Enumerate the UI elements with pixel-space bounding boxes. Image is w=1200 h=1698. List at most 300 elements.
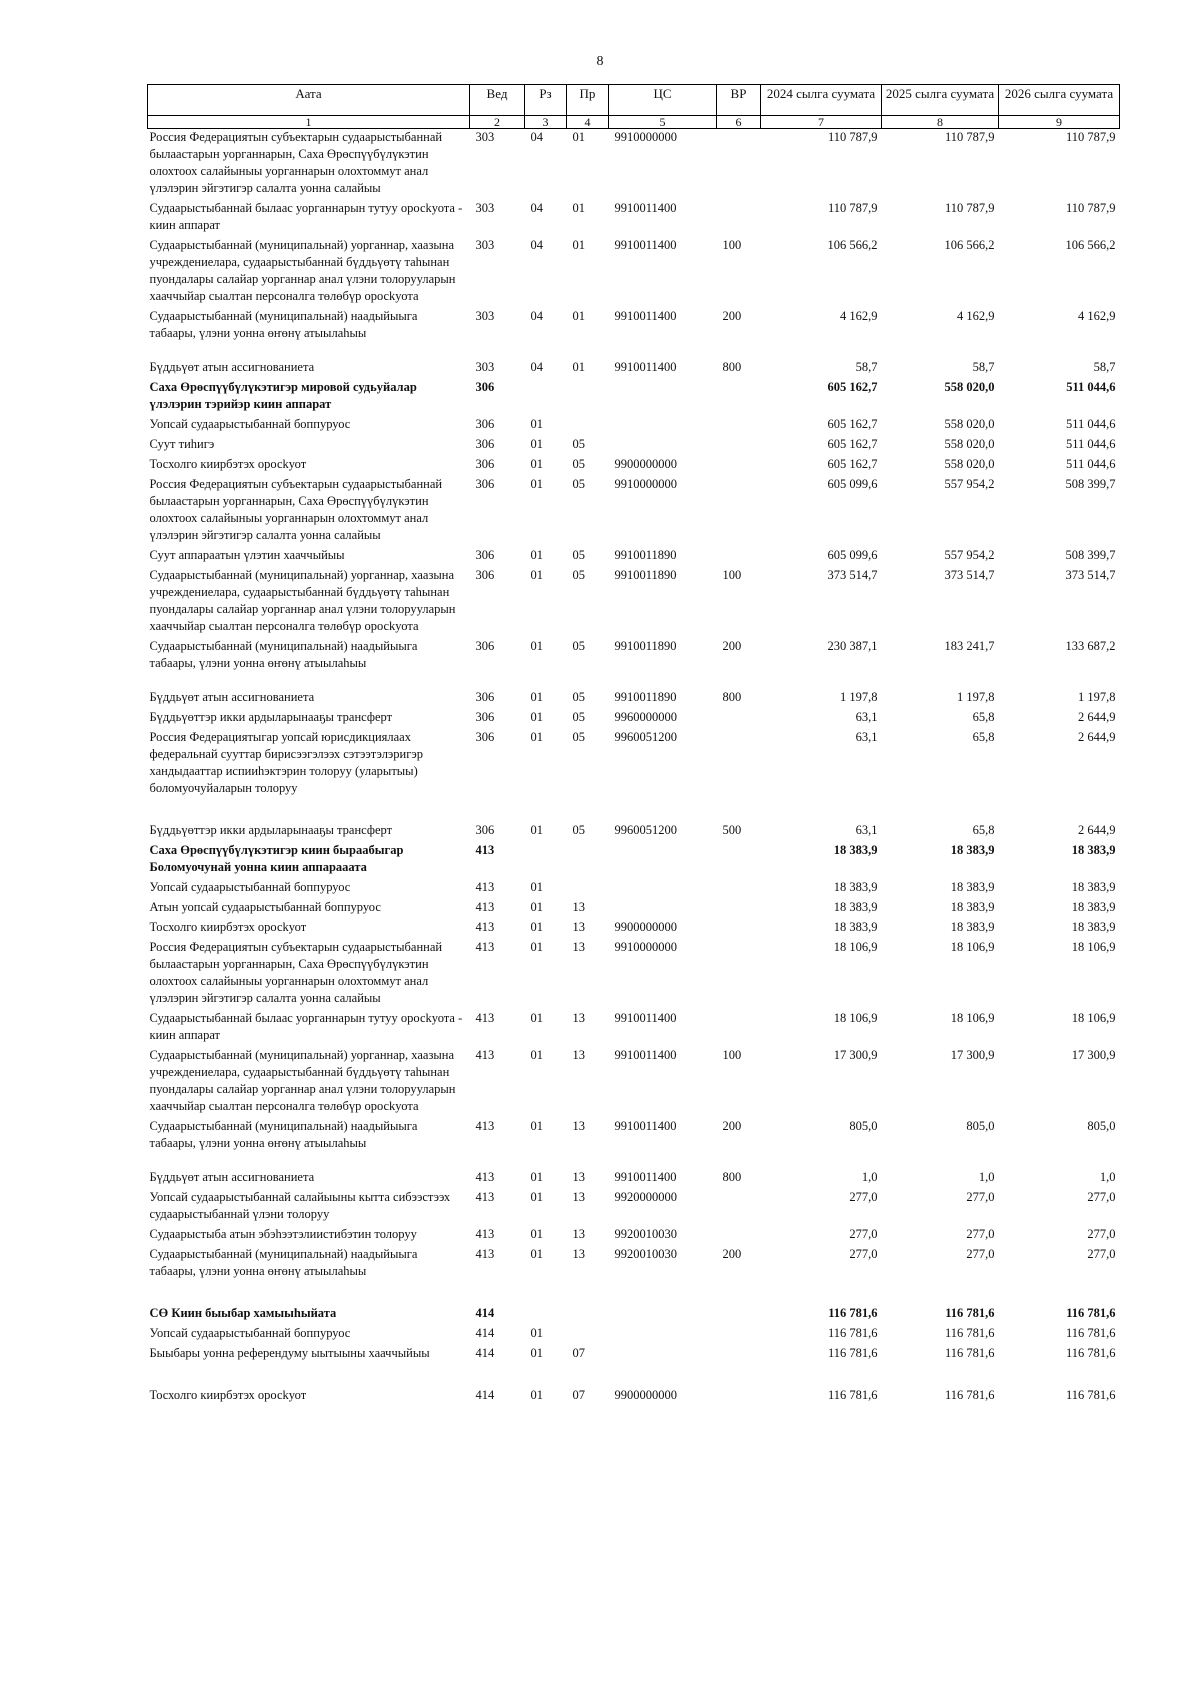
header-2026 [999,85,1120,116]
row-vr [717,1365,761,1407]
row-cs [609,379,717,416]
row-cs [609,1325,717,1345]
row-amount-2025: 558 020,0 [944,417,995,431]
row-cs: 9910011400 [614,1011,677,1025]
row-name: Тосхолго киирбэтэх оросkуот [149,457,307,471]
row-ved: 306 [475,548,495,562]
row-amount-2026: 2 644,9 [1078,710,1116,724]
row-vr: 100 [722,1048,742,1062]
row-amount-2026: 116 781,6 [1065,1326,1116,1340]
row-amount-2025: 558 020,0 [944,380,995,394]
row-amount-2025: 110 787,9 [944,201,995,215]
row-rz: 01 [530,1346,543,1360]
row-rz: 04 [530,238,543,252]
row-name: Уопсай судаарыстыбаннай боппуруос [149,417,351,431]
row-rz: 01 [530,1119,543,1133]
column-number: 7 [761,116,882,129]
row-amount-2025: 18 383,9 [950,843,995,857]
row-pr: 05 [572,548,585,562]
row-amount-2024: 605 162,7 [827,417,878,431]
row-pr: 13 [572,920,585,934]
row-rz: 04 [530,360,543,374]
row-rz: 01 [530,920,543,934]
row-amount-2025: 277,0 [966,1190,995,1204]
row-ved: 413 [475,843,495,857]
row-amount-2024: 18 106,9 [833,940,878,954]
row-amount-2025: 18 106,9 [950,1011,995,1025]
row-vr [717,379,761,416]
row-cs: 9910011400 [614,309,677,323]
row-amount-2026: 1 197,8 [1078,690,1116,704]
row-pr: 01 [572,130,585,144]
row-rz: 01 [530,880,543,894]
row-cs: 9910011400 [614,1170,677,1184]
row-amount-2024: 277,0 [849,1227,878,1241]
row-name: Судаарыстыбаннай былаас уорганнарын тутуу оросkуота - киин аппарат [149,201,463,232]
column-number: 4 [567,116,609,129]
row-vr [717,1283,761,1325]
column-number-row [148,116,1120,129]
row-cs: 9910011400 [614,360,677,374]
table-row [148,879,1120,899]
row-name: Бүддьүөт атын ассигнованиета [149,360,315,374]
row-pr: 05 [572,568,585,582]
row-amount-2025: 58,7 [972,360,995,374]
row-amount-2024: 17 300,9 [833,1048,878,1062]
row-name: Судаарыстыбаннай (муниципальнай) наадыйыыга табаары, үлэни уонна өҥөнү атыылаһыы [149,1247,418,1278]
row-rz: 01 [530,710,543,724]
header-2025-year: 2025 сылга [885,86,948,101]
row-cs: 9910000000 [614,477,677,491]
row-amount-2025: 65,8 [972,823,995,837]
row-vr: 500 [722,823,742,837]
table-row [148,939,1120,1010]
row-ved: 414 [475,1326,495,1340]
row-pr [567,842,609,879]
table-row [148,1189,1120,1226]
table-row [148,476,1120,547]
row-name: Уопсай судаарыстыбаннай боппуруос [149,1326,351,1340]
row-cs: 9960051200 [614,730,677,744]
table-row [148,729,1120,800]
row-amount-2025: 558 020,0 [944,437,995,451]
row-amount-2026: 18 383,9 [1071,880,1116,894]
row-amount-2024: 18 383,9 [833,880,878,894]
row-vr: 200 [722,639,742,653]
row-pr: 01 [572,201,585,215]
row-vr: 100 [722,238,742,252]
row-cs [609,879,717,899]
header-2026-year: 2026 сылга [1004,86,1067,101]
row-name: Бүддьүөт атын ассигнованиета [149,1170,315,1184]
row-ved: 413 [475,900,495,914]
row-pr: 13 [572,1048,585,1062]
row-amount-2026: 2 644,9 [1078,730,1116,744]
row-amount-2026: 2 644,9 [1078,823,1116,837]
row-amount-2026: 58,7 [1093,360,1116,374]
row-name: Судаарыстыбаннай (муниципальнай) наадыйыыга табаары, үлэни уонна өҥөнү атыылаһыы [149,309,418,340]
row-rz: 01 [530,823,543,837]
row-rz: 01 [530,457,543,471]
row-pr: 05 [572,710,585,724]
row-amount-2025: 557 954,2 [944,548,995,562]
row-amount-2024: 1,0 [861,1170,878,1184]
row-ved: 413 [475,1011,495,1025]
row-amount-2026: 18 383,9 [1071,920,1116,934]
row-pr [567,1325,609,1345]
row-vr: 800 [722,690,742,704]
row-amount-2024: 230 387,1 [827,639,878,653]
row-vr [717,416,761,436]
row-amount-2025: 116 781,6 [945,1306,995,1320]
row-rz: 01 [530,1326,543,1340]
row-amount-2024: 18 383,9 [833,900,878,914]
row-amount-2025: 18 383,9 [950,880,995,894]
row-rz: 01 [530,568,543,582]
row-ved: 303 [475,238,495,252]
row-ved: 306 [475,457,495,471]
row-amount-2024: 4 162,9 [840,309,878,323]
row-name: Судаарыстыбаннай (муниципальнай) наадыйыыга табаары, үлэни уонна өҥөнү атыылаһыы [149,1119,418,1150]
row-amount-2024: 63,1 [855,710,878,724]
row-cs: 9910011890 [614,568,677,582]
row-rz: 01 [530,900,543,914]
row-name: Россия Федерациятын субъектарын судаарыстыбаннай былаастарын уорганнарын, Саха Өрөспүүбүлүкэтин олохтоох салайыныы уорганнарын олохтоммут анал үлэлэрин эйгэтигэр салалта уонна салайыы [149,940,443,1005]
row-amount-2025: 116 781,6 [944,1346,995,1360]
row-vr [717,1010,761,1047]
row-vr: 200 [722,309,742,323]
row-pr: 05 [572,477,585,491]
row-amount-2025: 18 383,9 [950,920,995,934]
row-vr: 800 [722,360,742,374]
row-amount-2024: 58,7 [855,360,878,374]
row-rz: 01 [530,548,543,562]
row-cs: 9910011400 [614,201,677,215]
row-pr: 13 [572,900,585,914]
row-amount-2024: 18 106,9 [833,1011,878,1025]
row-ved: 413 [475,1048,495,1062]
row-pr [567,1283,609,1325]
row-cs [609,1283,717,1325]
row-name: Россия Федерациятын субъектарын судаарыстыбаннай былаастарын уорганнарын, Саха Өрөспүүбүлүкэтин олохтоох салайыныы уорганнарын олохтоммут анал үлэлэрин эйгэтигэр салалта уонна салайыы [149,477,443,542]
row-name: Бүддьүөт атын ассигнованиета [149,690,315,704]
row-pr [567,879,609,899]
row-ved: 413 [475,1227,495,1241]
column-number: 1 [148,116,470,129]
row-amount-2024: 277,0 [849,1190,878,1204]
row-vr [717,476,761,547]
row-vr: 100 [722,568,742,582]
row-cs: 9910000000 [614,940,677,954]
row-ved: 413 [475,880,495,894]
row-amount-2024: 1 197,8 [840,690,878,704]
header-2026-summa: суумата [1069,86,1114,101]
row-amount-2026: 511 044,6 [1065,437,1116,451]
table-row [148,1155,1120,1189]
row-amount-2024: 277,0 [849,1247,878,1261]
row-amount-2026: 277,0 [1087,1247,1116,1261]
row-rz: 04 [530,201,543,215]
row-amount-2024: 805,0 [849,1119,878,1133]
row-pr: 01 [572,360,585,374]
table-row [148,1226,1120,1246]
row-pr: 05 [572,690,585,704]
column-number: 9 [999,116,1120,129]
row-ved: 306 [475,417,495,431]
row-rz [525,379,567,416]
row-amount-2026: 511 044,6 [1066,380,1116,394]
table-row [148,237,1120,308]
table-row [148,919,1120,939]
row-rz: 01 [530,437,543,451]
row-amount-2026: 18 106,9 [1071,940,1116,954]
row-cs: 9960051200 [614,823,677,837]
row-amount-2024: 605 162,7 [827,437,878,451]
row-amount-2026: 4 162,9 [1078,309,1116,323]
row-amount-2025: 18 383,9 [950,900,995,914]
row-amount-2025: 116 781,6 [944,1388,995,1402]
row-ved: 414 [475,1388,495,1402]
row-vr: 200 [722,1119,742,1133]
row-amount-2026: 373 514,7 [1065,568,1116,582]
row-vr: 200 [722,1247,742,1261]
row-name: Саха Өрөспүүбүлүкэтигэр мировой судьуйалар үлэлэрин тэрийэр киин аппарат [149,380,417,411]
row-vr [717,729,761,800]
row-amount-2026: 110 787,9 [1065,130,1116,144]
row-cs: 9920010030 [614,1247,677,1261]
table-row [148,456,1120,476]
row-amount-2025: 557 954,2 [944,477,995,491]
row-amount-2024: 605 099,6 [827,548,878,562]
row-rz: 01 [530,1170,543,1184]
row-amount-2024: 605 162,7 [827,380,878,394]
row-amount-2024: 63,1 [855,730,878,744]
table-row [148,1345,1120,1365]
table-row [148,1325,1120,1345]
row-pr: 05 [572,437,585,451]
table-row [148,1047,1120,1118]
row-cs [609,842,717,879]
row-ved: 306 [475,477,495,491]
row-cs: 9910011890 [614,690,677,704]
row-amount-2025: 277,0 [966,1227,995,1241]
row-rz: 01 [530,417,543,431]
row-amount-2024: 605 099,6 [827,477,878,491]
row-cs: 9960000000 [614,710,677,724]
row-amount-2025: 805,0 [966,1119,995,1133]
row-amount-2024: 63,1 [855,823,878,837]
table-row [148,842,1120,879]
table-row [148,345,1120,379]
header-2024-summa: суумата [831,86,876,101]
row-ved: 303 [475,201,495,215]
row-name: Уопсай судаарыстыбаннай салайыыны кытта сибээстээх судаарыстыбаннай үлэни толоруу [149,1190,451,1221]
row-vr [717,899,761,919]
row-amount-2025: 106 566,2 [944,238,995,252]
column-number: 8 [882,116,999,129]
row-amount-2025: 277,0 [966,1247,995,1261]
row-ved: 306 [475,823,495,837]
header-2024 [761,85,882,116]
row-ved: 413 [475,1190,495,1204]
row-amount-2024: 116 781,6 [827,1346,878,1360]
row-amount-2025: 65,8 [972,710,995,724]
table-row [148,436,1120,456]
row-pr: 13 [572,1190,585,1204]
row-amount-2024: 605 162,7 [827,457,878,471]
header-ved: Вед [470,85,525,116]
row-pr: 05 [572,730,585,744]
row-pr: 13 [572,940,585,954]
row-cs [609,416,717,436]
row-cs: 9910011890 [614,639,677,653]
row-amount-2026: 18 383,9 [1071,900,1116,914]
row-cs: 9910011400 [614,1119,677,1133]
row-amount-2026: 511 044,6 [1065,457,1116,471]
row-rz: 01 [530,1190,543,1204]
row-pr: 05 [572,457,585,471]
row-cs: 9910011400 [614,238,677,252]
row-vr [717,436,761,456]
row-ved: 414 [475,1306,495,1320]
row-rz: 01 [530,1048,543,1062]
row-name: Бүддьүөттэр икки ардыларынааҕы трансферт [149,710,393,724]
row-amount-2024: 18 383,9 [833,920,878,934]
row-ved: 306 [475,710,495,724]
budget-table [147,84,1120,1407]
row-rz: 01 [530,1011,543,1025]
row-ved: 303 [475,360,495,374]
row-ved: 414 [475,1346,495,1360]
row-amount-2024: 116 781,6 [827,1388,878,1402]
row-rz: 01 [530,1247,543,1261]
row-rz: 01 [530,690,543,704]
row-vr [717,456,761,476]
row-vr [717,709,761,729]
row-ved: 413 [475,920,495,934]
row-amount-2026: 106 566,2 [1065,238,1116,252]
table-row [148,200,1120,237]
row-name: Тосхолго киирбэтэх оросkуот [149,1388,307,1402]
row-amount-2025: 373 514,7 [944,568,995,582]
row-amount-2025: 1 197,8 [957,690,995,704]
row-pr: 07 [572,1346,585,1360]
table-row [148,379,1120,416]
row-pr: 01 [572,309,585,323]
row-name: Судаарыстыбаннай (муниципальнай) уорганнар, хаазына учреждениелара, судаарыстыбаннай бүддьүөтү таһынан пуондалары салайар уорганнар анал үлэни толорууларын хааччыйар сыалтан персоналга төлөбүр оросkуота [149,568,456,633]
row-amount-2025: 4 162,9 [957,309,995,323]
row-pr: 05 [572,823,585,837]
row-name: Быыбары уонна референдуму ыытыыны хааччыйыы [149,1346,430,1360]
row-pr: 01 [572,238,585,252]
table-row [148,547,1120,567]
table-row [148,1118,1120,1155]
row-name: Тосхолго киирбэтэх оросkуот [149,920,307,934]
row-vr [717,1189,761,1226]
header-row [148,85,1120,116]
header-2024-year: 2024 сылга [766,86,829,101]
row-amount-2026: 133 687,2 [1065,639,1116,653]
row-pr: 05 [572,639,585,653]
row-pr: 13 [572,1170,585,1184]
row-name: Атын уопсай судаарыстыбаннай боппуруос [149,900,381,914]
row-amount-2026: 18 106,9 [1071,1011,1116,1025]
row-amount-2025: 1,0 [978,1170,995,1184]
header-2025 [882,85,999,116]
row-cs [609,436,717,456]
header-vr: ВР [717,85,761,116]
row-ved: 413 [475,1119,495,1133]
row-ved: 306 [475,568,495,582]
row-amount-2025: 110 787,9 [944,130,995,144]
table-row [148,1283,1120,1325]
row-vr [717,129,761,201]
row-amount-2026: 116 781,6 [1065,1346,1116,1360]
row-amount-2026: 508 399,7 [1065,548,1116,562]
row-name: Суут аппараатын үлэтин хааччыйыы [149,548,345,562]
table-row [148,1365,1120,1407]
row-amount-2025: 558 020,0 [944,457,995,471]
row-pr [567,379,609,416]
row-ved: 306 [475,380,495,394]
row-ved: 413 [475,1247,495,1261]
row-pr: 13 [572,1227,585,1241]
row-cs: 9900000000 [614,920,677,934]
table-row [148,129,1120,201]
row-name: Судаарыстыба атын эбэһээтэлиистибэтин толоруу [149,1227,417,1241]
row-name: Уопсай судаарыстыбаннай боппуруос [149,880,351,894]
row-amount-2026: 17 300,9 [1071,1048,1116,1062]
row-amount-2025: 116 781,6 [944,1326,995,1340]
row-vr [717,200,761,237]
row-vr [717,842,761,879]
row-pr: 13 [572,1119,585,1133]
budget-table-wrapper [147,84,1119,1407]
row-amount-2024: 116 781,6 [827,1326,878,1340]
row-amount-2024: 18 383,9 [833,843,878,857]
row-amount-2026: 18 383,9 [1071,843,1116,857]
row-amount-2025: 18 106,9 [950,940,995,954]
row-ved: 306 [475,639,495,653]
row-amount-2026: 277,0 [1087,1190,1116,1204]
row-name: Россия Федерациятын субъектарын судаарыстыбаннай былаастарын уорганнарын, Саха Өрөспүүбүлүкэтин олохтоох салайыныы уорганнарын олохтоммут анал үлэлэрин эйгэтигэр салалта уонна салайыы [149,130,443,195]
row-amount-2026: 116 781,6 [1065,1388,1116,1402]
table-row [148,1010,1120,1047]
row-cs: 9900000000 [614,1388,677,1402]
row-amount-2026: 508 399,7 [1065,477,1116,491]
row-name: СӨ Киин быыбар хамыыһыйата [149,1306,337,1320]
row-cs: 9910011890 [614,548,677,562]
row-name: Бүддьүөттэр икки ардыларынааҕы трансферт [149,823,393,837]
row-rz: 04 [530,130,543,144]
header-cs: ЦС [609,85,717,116]
row-cs [609,1345,717,1365]
row-pr: 13 [572,1247,585,1261]
table-row [148,1246,1120,1283]
row-vr [717,919,761,939]
table-row [148,308,1120,345]
row-vr [717,547,761,567]
table-row [148,800,1120,842]
row-rz: 04 [530,309,543,323]
table-row [148,567,1120,638]
row-cs: 9910011400 [614,1048,677,1062]
row-rz: 01 [530,1388,543,1402]
row-vr [717,1325,761,1345]
header-pr: Пр [567,85,609,116]
row-amount-2026: 116 781,6 [1066,1306,1116,1320]
row-cs: 9900000000 [614,457,677,471]
